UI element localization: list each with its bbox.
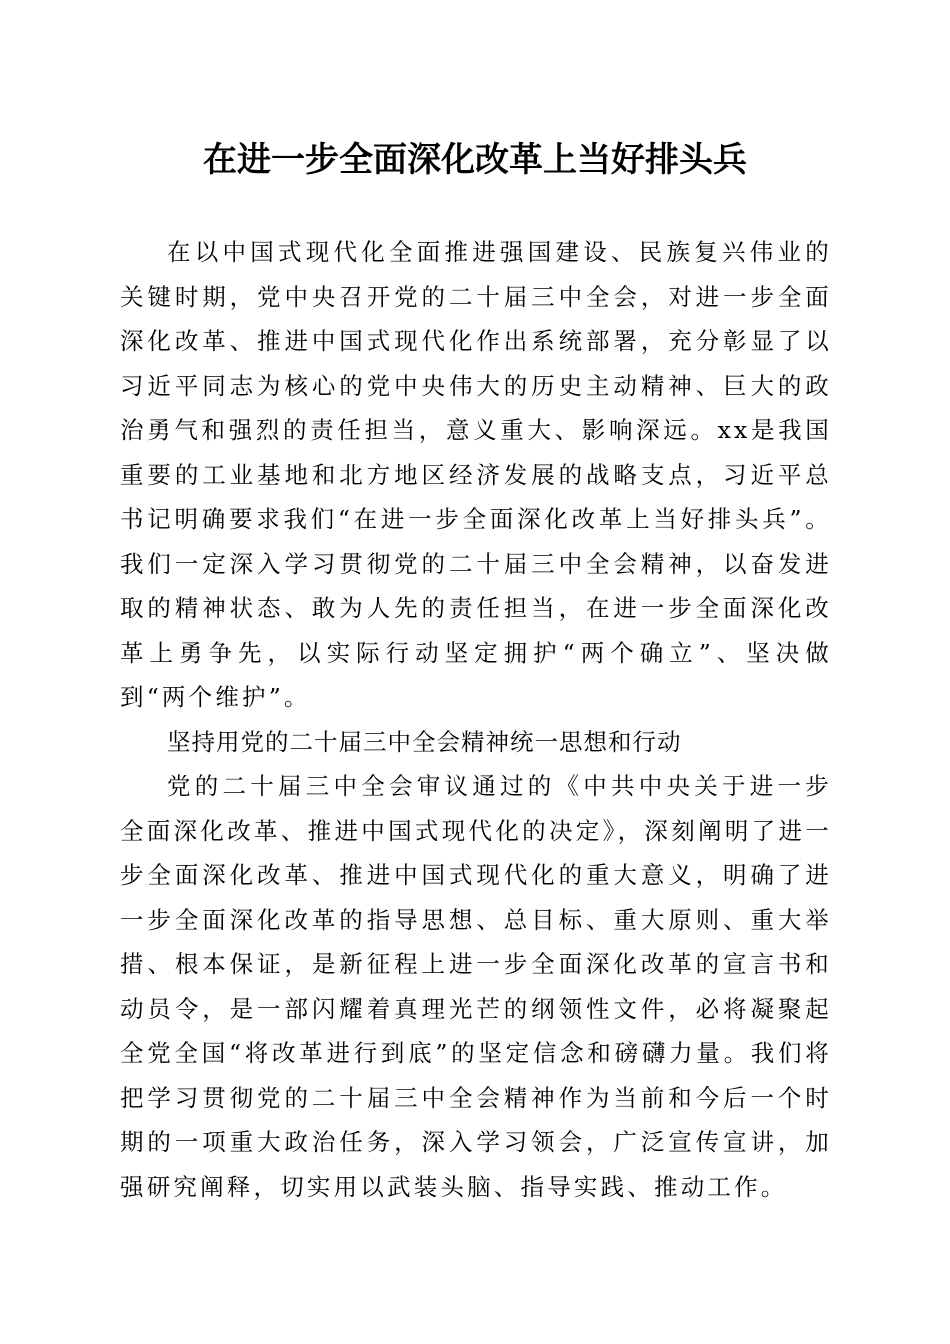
paragraph-section-body: 党的二十届三中全会审议通过的《中共中央关于进一步全面深化改革、推进中国式现代化的决定》，深刻阐明了进一步全面深化改革、推进中国式现代化的重大意义，明确了进一步全面深化改革的指导思想、总目标、重大原则、重大举措、根本保证，是新征程上进一步全面深化改革的宣言书和动员令，是一部闪耀着真理光芒的纲领性文件，必将凝聚起全党全国“将改革进行到底”的坚定信念和磅礴力量。我们将把学习贯彻党的二十届三中全会精神作为当前和今后一个时期的一项重大政治任务，深入学习领会，广泛宣传宣讲，加强研究阐释，切实用以武装头脑、指导实践、推动工作。 (120, 772, 832, 1201)
paragraph-intro: 在以中国式现代化全面推进强国建设、民族复兴伟业的关键时期，党中央召开党的二十届三中全会，对进一步全面深化改革、推进中国式现代化作出系统部署，充分彰显了以习近平同志为核心的党中央伟大的历史主动精神、巨大的政治勇气和强烈的责任担当，意义重大、影响深远。xx是我国重要的工业基地和北方地区经济发展的战略支点，习近平总书记明确要求我们“在进一步全面深化改革上当好排头兵”。我们一定深入学习贯彻党的二十届三中全会精神，以奋发进取的精神状态、敢为人先的责任担当，在进一步全面深化改革上勇争先，以实际行动坚定拥护“两个确立”、坚决做到“两个维护”。 (120, 238, 832, 711)
document-body (120, 230, 832, 1209)
section-heading: 坚持用党的二十届三中全会精神统一思想和行动 (167, 727, 682, 756)
document-title: 在进一步全面深化改革上当好排头兵 (203, 140, 747, 180)
